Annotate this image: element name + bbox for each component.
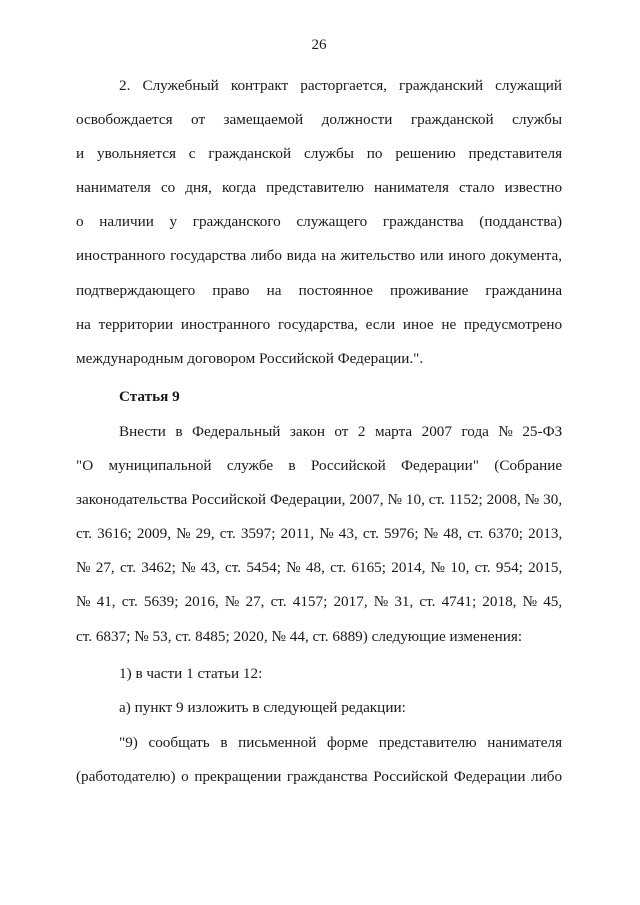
word: 4741; bbox=[441, 593, 477, 611]
word: гражданского bbox=[192, 213, 281, 231]
word: ст. bbox=[362, 525, 379, 543]
word: года bbox=[461, 423, 489, 440]
word: (работодателю) bbox=[76, 768, 176, 786]
word: № bbox=[319, 525, 334, 543]
text-line: 1) в части 1 статьи 12: bbox=[119, 665, 263, 682]
word: от bbox=[191, 111, 206, 129]
text-line bbox=[76, 137, 562, 171]
word: № bbox=[176, 525, 191, 543]
text-line bbox=[76, 551, 562, 585]
word: 43, bbox=[338, 525, 358, 543]
word: прекращении bbox=[194, 768, 282, 786]
word: Федерации" bbox=[401, 457, 479, 475]
word: представителю bbox=[266, 179, 365, 197]
word: Федеральный bbox=[191, 423, 281, 440]
word: иное bbox=[402, 315, 434, 333]
word: (Собрание bbox=[494, 457, 563, 475]
word: 27, bbox=[95, 559, 115, 577]
word: Федерации bbox=[453, 768, 526, 786]
text-line: международным договором Российской Федерации.". bbox=[76, 349, 424, 367]
text-line bbox=[76, 239, 562, 273]
word: ст. bbox=[76, 525, 93, 543]
word: когда bbox=[221, 179, 257, 197]
word: или bbox=[419, 247, 444, 265]
word: 2015, bbox=[528, 559, 563, 577]
word: гражданства bbox=[286, 768, 368, 786]
word: 2. bbox=[119, 77, 131, 94]
word: о bbox=[76, 213, 84, 231]
document-page bbox=[76, 0, 562, 905]
word: известно bbox=[504, 179, 563, 197]
word: службе bbox=[226, 457, 274, 475]
article-heading: Статья 9 bbox=[119, 388, 180, 405]
word: службы bbox=[303, 145, 354, 163]
word: 3616; bbox=[97, 525, 132, 543]
word: 48, bbox=[443, 525, 463, 543]
text-line: ст. 6837; № 53, ст. 8485; 2020, № 44, ст. 6889) следующие изменения: bbox=[76, 627, 523, 645]
word: № bbox=[76, 559, 91, 577]
word: № bbox=[76, 593, 91, 611]
word: письменной bbox=[238, 734, 317, 751]
word: 6370; bbox=[488, 525, 524, 543]
word: ст. bbox=[270, 593, 287, 611]
word: 4157; bbox=[292, 593, 328, 611]
word: 6165; bbox=[351, 559, 386, 577]
word: 10, bbox=[450, 559, 470, 577]
text-line bbox=[76, 517, 562, 551]
word: гражданства bbox=[382, 213, 464, 231]
word: территории bbox=[98, 315, 174, 333]
word: на bbox=[266, 281, 282, 299]
word: с bbox=[188, 145, 196, 163]
word: от bbox=[334, 423, 349, 440]
text-line bbox=[76, 171, 562, 205]
text-line bbox=[76, 585, 562, 619]
word: 5454; bbox=[246, 559, 281, 577]
word: № bbox=[524, 491, 540, 509]
word: № bbox=[522, 593, 538, 611]
word: 31, bbox=[394, 593, 414, 611]
text-line bbox=[76, 415, 562, 449]
word: иностранного bbox=[76, 247, 166, 265]
word: Служебный bbox=[142, 77, 219, 94]
word: ст. bbox=[121, 593, 138, 611]
word: 2013, bbox=[528, 525, 563, 543]
word: предусмотрено bbox=[463, 315, 563, 333]
word: 2007, bbox=[349, 491, 384, 509]
word: не bbox=[441, 315, 457, 333]
word: расторгается, bbox=[300, 77, 387, 94]
word: Российской bbox=[310, 457, 386, 475]
word: по bbox=[366, 145, 383, 163]
word: служащий bbox=[495, 77, 563, 94]
word: ст. bbox=[428, 491, 445, 509]
word: подтверждающего bbox=[76, 281, 196, 299]
word: 2011, bbox=[280, 525, 315, 543]
word: замещаемой bbox=[223, 111, 304, 129]
word: со bbox=[160, 179, 176, 197]
word: 29, bbox=[195, 525, 215, 543]
word: 27, bbox=[245, 593, 265, 611]
word: 2007 bbox=[421, 423, 452, 440]
word: № bbox=[430, 559, 446, 577]
word: иностранного bbox=[180, 315, 271, 333]
word: 1152; bbox=[448, 491, 483, 509]
word: иного bbox=[448, 247, 486, 265]
text-line bbox=[76, 308, 562, 342]
text-line: а) пункт 9 изложить в следующей редакции: bbox=[119, 699, 406, 716]
word: в bbox=[175, 423, 183, 440]
word: 2014, bbox=[391, 559, 426, 577]
word: Российской bbox=[373, 768, 449, 786]
word: о bbox=[181, 768, 189, 786]
word: увольняется bbox=[96, 145, 176, 163]
text-line bbox=[76, 726, 562, 760]
word: у bbox=[169, 213, 178, 231]
word: нанимателя bbox=[76, 179, 151, 197]
list-item-a bbox=[76, 691, 562, 725]
word: представителю bbox=[378, 734, 477, 751]
word: закон bbox=[289, 423, 325, 440]
word: либо bbox=[250, 247, 282, 265]
paragraph-item-9 bbox=[76, 726, 562, 794]
word: 2 bbox=[357, 423, 366, 440]
word: 41, bbox=[96, 593, 116, 611]
word: "О bbox=[76, 457, 94, 475]
word: 30, bbox=[543, 491, 563, 509]
text-line bbox=[76, 205, 562, 239]
word: 2017, bbox=[333, 593, 368, 611]
word: 3597; bbox=[240, 525, 276, 543]
word: нанимателя bbox=[487, 734, 563, 751]
word: либо bbox=[531, 768, 563, 786]
word: № bbox=[373, 593, 389, 611]
word: и bbox=[76, 145, 85, 163]
word: проживание bbox=[390, 281, 469, 299]
word: стало bbox=[458, 179, 495, 197]
word: 2016, bbox=[184, 593, 219, 611]
word: гражданина bbox=[485, 281, 563, 299]
word: 48, bbox=[305, 559, 325, 577]
word: сообщать bbox=[148, 734, 210, 751]
word: законодательства bbox=[76, 491, 188, 509]
word: 10, bbox=[405, 491, 425, 509]
word: муниципальной bbox=[108, 457, 212, 475]
list-item-1 bbox=[76, 657, 562, 691]
word: контракт bbox=[230, 77, 289, 94]
word: должности bbox=[321, 111, 393, 129]
word: служащего bbox=[296, 213, 368, 231]
word: 43, bbox=[200, 559, 220, 577]
word: "9) bbox=[119, 734, 138, 751]
word: государства bbox=[170, 247, 247, 265]
word: № bbox=[423, 525, 439, 543]
paragraph-termination-clause bbox=[76, 69, 562, 376]
word: Российской bbox=[191, 491, 267, 509]
word: гражданской bbox=[208, 145, 292, 163]
word: документа, bbox=[490, 247, 563, 265]
text-line bbox=[76, 69, 562, 103]
word: Внести bbox=[119, 423, 166, 440]
word: наличии bbox=[99, 213, 154, 231]
word: № bbox=[181, 559, 196, 577]
word: ст. bbox=[467, 525, 484, 543]
word: ст. bbox=[225, 559, 242, 577]
word: право bbox=[212, 281, 250, 299]
word: 45, bbox=[543, 593, 563, 611]
text-line bbox=[76, 760, 562, 794]
text-line bbox=[76, 449, 562, 483]
word: представителя bbox=[468, 145, 563, 163]
word: в bbox=[220, 734, 228, 751]
word: № bbox=[224, 593, 240, 611]
word: гражданской bbox=[410, 111, 494, 129]
word: в bbox=[288, 457, 296, 475]
word: решению bbox=[395, 145, 456, 163]
word: вида bbox=[286, 247, 317, 265]
word: марта bbox=[374, 423, 413, 440]
page-number: 26 bbox=[311, 37, 327, 53]
word: нанимателя bbox=[374, 179, 449, 197]
word: гражданский bbox=[399, 77, 484, 94]
word: постоянное bbox=[298, 281, 373, 299]
word: на bbox=[76, 315, 91, 333]
word: № bbox=[498, 423, 513, 440]
text-line bbox=[76, 103, 562, 137]
word: 954; bbox=[495, 559, 523, 577]
word: № bbox=[387, 491, 402, 509]
word: жительство bbox=[340, 247, 416, 265]
paragraph-amendment-intro bbox=[76, 415, 562, 654]
word: государства, bbox=[277, 315, 358, 333]
word: ст. bbox=[219, 525, 236, 543]
word: 2008, bbox=[486, 491, 521, 509]
word: дня, bbox=[185, 179, 212, 197]
word: форме bbox=[326, 734, 369, 751]
word: (подданства) bbox=[479, 213, 563, 231]
word: 25-ФЗ bbox=[522, 423, 563, 440]
text-line bbox=[76, 483, 562, 517]
word: освобождается bbox=[76, 111, 173, 129]
word: ст. bbox=[330, 559, 347, 577]
word: 3462; bbox=[141, 559, 176, 577]
word: 5976; bbox=[383, 525, 419, 543]
word: ст. bbox=[419, 593, 436, 611]
word: ст. bbox=[119, 559, 136, 577]
word: 2018, bbox=[482, 593, 517, 611]
word: № bbox=[286, 559, 301, 577]
text-line bbox=[76, 274, 562, 308]
word: ст. bbox=[474, 559, 491, 577]
word: службы bbox=[512, 111, 563, 129]
word: 2009, bbox=[136, 525, 171, 543]
word: на bbox=[321, 247, 336, 265]
word: 5639; bbox=[143, 593, 179, 611]
word: Федерации, bbox=[269, 491, 346, 509]
word: если bbox=[365, 315, 396, 333]
